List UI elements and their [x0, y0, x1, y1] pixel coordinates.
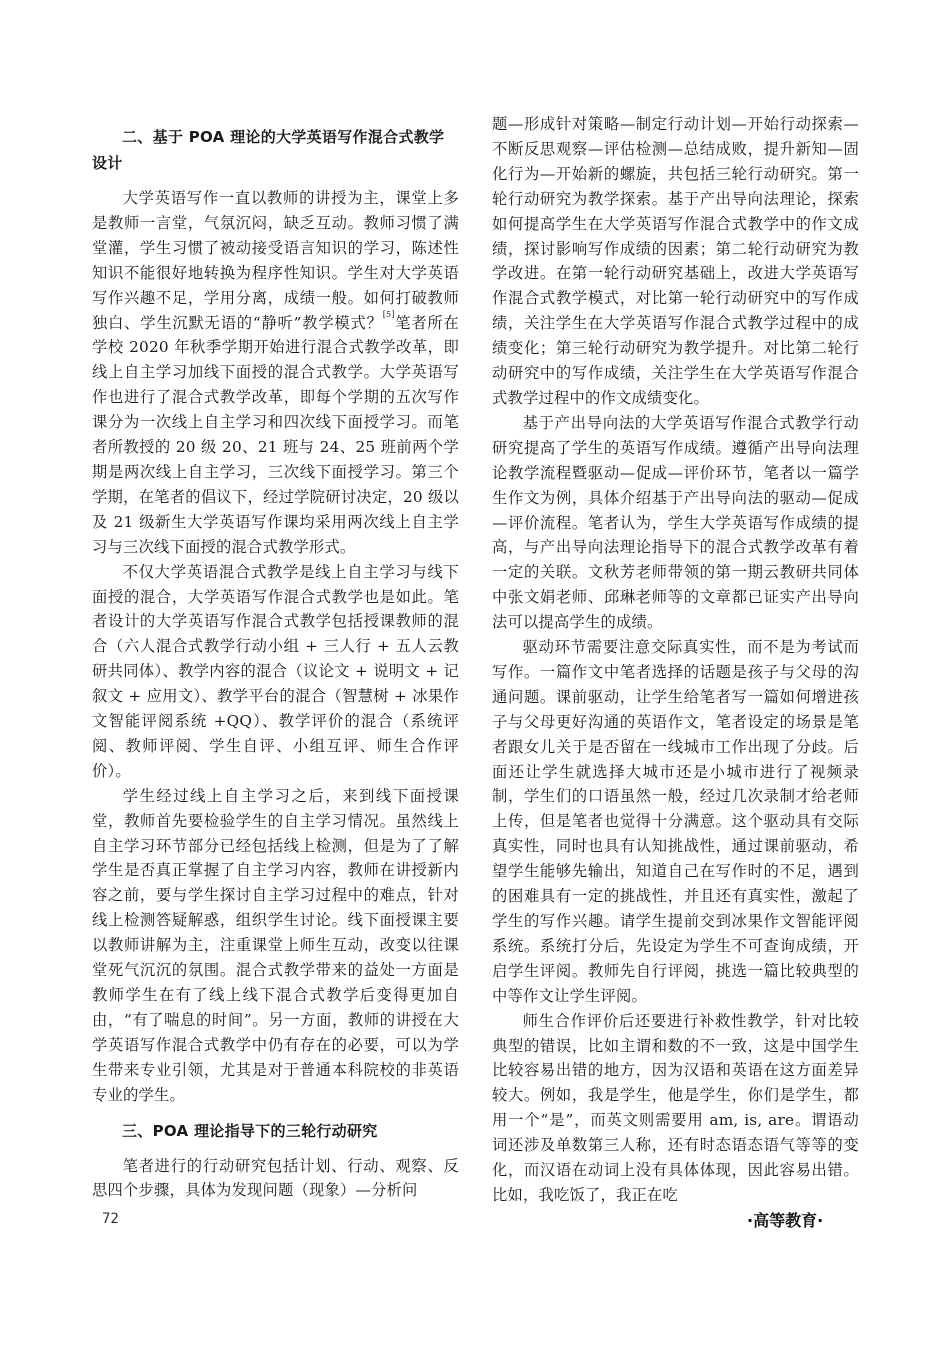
- paragraph: 不仅大学英语混合式教学是线上自主学习与线下面授的混合，大学英语写作混合式教学也是如此。笔者设计的大学英语写作混合式教学包括授课教师的混合（六人混合式教学行动小组 + 三人行 + 五人云教研共同体）、教学内容的混合（议论文 + 说明文 + 记叙文 + 应用文）、教学平台的混合（智慧树 + 冰果作文智能评阅系统 +QQ）、教学评价的混合（系统评阅、教师评阅、学生自评、小组互评、师生合作评价）。: [92, 562, 459, 780]
- journal-name: ·高等教育·: [747, 1211, 824, 1230]
- citation-ref: [5]: [382, 309, 395, 319]
- paragraph: 师生合作评价后还要进行补救性教学，针对比较典型的错误，比如主谓和数的不一致，这是中国学生比较容易出错的地方，因为汉语和英语在这方面差异较大。例如，我是学生，他是学生，你们是学生，都用一个“是”，而英文则需要用 am, is, are。谓语动词还涉及单数第三人称，还有时态语态语气等等的变化，而汉语在动词上没有具体体现，因此容易出错。比如，我吃饭了，我正在吃: [492, 1011, 859, 1204]
- section-heading-3: 三、POA 理论指导下的三轮行动研究: [122, 1121, 378, 1140]
- paragraph: 笔者进行的行动研究包括计划、行动、观察、反思四个步骤，具体为发现问题（现象）—分析问: [92, 1156, 459, 1200]
- paragraph: 驱动环节需要注意交际真实性，而不是为考试而写作。一篇作文中笔者选择的话题是孩子与父母的沟通问题。课前驱动，让学生给笔者写一篇如何增进孩子与父母更好沟通的英语作文，笔者设定的场景是笔者跟女儿关于是否留在一线城市工作出现了分歧。后面还让学生就选择大城市还是小城市进行了视频录制，学生们的口语虽然一般，经过几次录制才给老师上传，但是笔者也觉得十分满意。这个驱动具有交际真实性，同时也具有认知挑战性，通过课前驱动，希望学生能够先输出，知道自己在写作时的不足，遇到的困难具有一定的挑战性，并且还有真实性，激起了学生的写作兴趣。请学生提前交到冰果作文智能评阅系统。系统打分后，先设定为学生不可查询成绩，开启学生评阅。教师先自行评阅，挑选一篇比较典型的中等作文让学生评阅。: [492, 638, 859, 1005]
- right-column: [492, 112, 859, 1208]
- paragraph-text: 大学英语写作一直以教师的讲授为主，课堂上多是教师一言堂，气氛沉闷，缺乏互动。教师习惯了满堂灌，学生习惯了被动接受语言知识的学习，陈述性知识不能很好地转换为程序性知识。学生对大学英语写作兴趣不足，学用分离，成绩一般。如何打破教师独白、学生沉默无语的“静听”教学模式？: [92, 189, 459, 332]
- paragraph: 基于产出导向法的大学英语写作混合式教学行动研究提高了学生的英语写作成绩。遵循产出导向法理论教学流程暨驱动—促成—评价环节，笔者以一篇学生作文为例，具体介绍基于产出导向法的驱动—促成—评价流程。笔者认为，学生大学英语写作成绩的提高，与产出导向法理论指导下的混合式教学改革有着一定的关联。文秋芳老师带领的第一期云教研共同体中张文娟老师、邱琳老师等的文章都已证实产出导向法可以提高学生的成绩。: [492, 413, 859, 632]
- paragraph: 学生经过线上自主学习之后，来到线下面授课堂，教师首先要检验学生的自主学习情况。虽然线上自主学习环节部分已经包括线上检测，但是为了了解学生是否真正掌握了自主学习内容，教师在讲授新内容之前，要与学生探讨自主学习过程中的难点，针对线上检测答疑解惑，组织学生讨论。线下面授课主要以教师讲解为主，注重课堂上师生互动，改变以往课堂死气沉沉的氛围。混合式教学带来的益处一方面是教师学生在有了线上线下混合式教学后变得更加自由，“有了喘息的时间”。另一方面，教师的讲授在大学英语写作混合式教学中仍有存在的必要，可以为学生带来专业引领，尤其是对于普通本科院校的非英语专业的学生。: [92, 786, 459, 1104]
- paragraph-text: 笔者所在学校 2020 年秋季学期开始进行混合式教学改革，即线上自主学习加线下面授的混合式教学。大学英语写作也进行了混合式教学改革，即每个学期的五次写作课分为一次线上自主学习和四次线下面授学习。而笔者所教授的 20 级 20、21 班与 24、25 班前两个学期是两次线上自主学习，三次线下面授学习。第三个学期，在笔者的倡议下，经过学院研讨决定，20 级以及 21 级新生大学英语写作课均采用两次线上自主学习与三次线下面授的混合式教学形式。: [92, 313, 459, 556]
- page-number: 72: [102, 1211, 119, 1227]
- left-column: [92, 112, 459, 1203]
- paragraph: [92, 186, 459, 560]
- paragraph-continued: 题—形成针对策略—制定行动计划—开始行动探索—不断反思观察—评估检测—总结成败，提升新知—固化行为—开始新的螺旋，共包括三轮行动研究。第一轮行动研究为教学探索。基于产出导向法理论，探索如何提高学生在大学英语写作混合式教学中的作文成绩，探讨影响写作成绩的因素；第二轮行动研究为教学改进。在第一轮行动研究基础上，改进大学英语写作混合式教学模式，对比第一轮行动研究中的写作成绩，关注学生在大学英语写作混合式教学过程中的成绩变化；第三轮行动研究为教学提升。对比第二轮行动研究中的写作成绩，关注学生在大学英语写作混合式教学过程中的作文成绩变化。: [492, 115, 859, 407]
- section-heading-2: 二、基于 POA 理论的大学英语写作混合式教学设计: [92, 128, 445, 172]
